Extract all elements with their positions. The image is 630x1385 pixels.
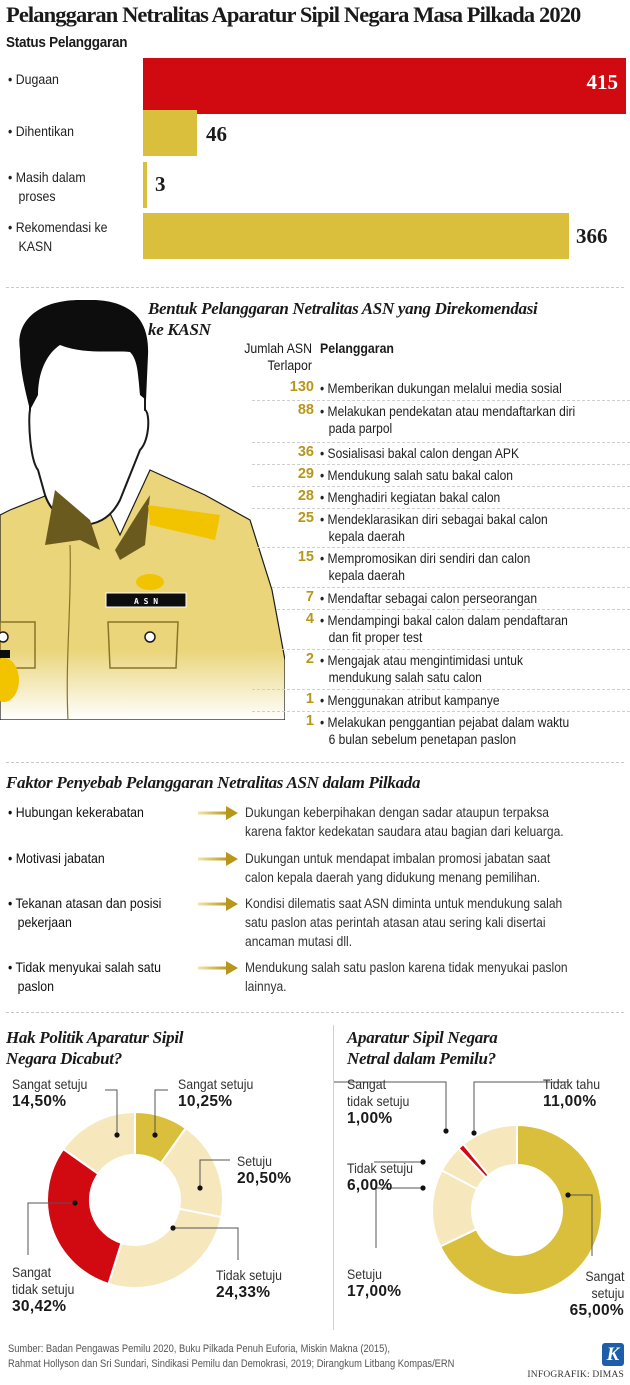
faktor-section-heading: Faktor Penyebab Pelanggaran Netralitas ASN dalam Pilkada xyxy=(6,773,421,792)
factor-desc-line: Mendukung salah satu paslon karena tidak menyukai paslon xyxy=(245,959,568,975)
factor-label-line: • Tidak menyukai salah satu xyxy=(8,959,161,975)
row-line: • Melakukan pendekatan atau mendaftarkan diri xyxy=(320,403,576,419)
row-count: 88 xyxy=(297,402,314,418)
bar-value-rekomendasi-kasn: 366 xyxy=(576,224,608,248)
donut-left-label-br xyxy=(216,1267,291,1302)
arrow-right-icon xyxy=(198,961,238,975)
factor-label-line: • Hubungan kekerabatan xyxy=(8,804,144,820)
donut-label-text: Sangat xyxy=(584,1268,624,1284)
factor-label-line: • Tekanan atasan dan posisi xyxy=(8,895,162,911)
donut-label-text: Tidak setuju xyxy=(216,1267,282,1283)
row-separator xyxy=(252,547,630,548)
donut-label-value: 65,00% xyxy=(569,1302,624,1319)
row-line: • Mendampingi bakal calon dalam pendaftaran xyxy=(320,612,568,628)
row-line: • Menggunakan atribut kampanye xyxy=(320,692,500,708)
row-line: mendukung salah satu calon xyxy=(328,669,482,685)
factor-desc xyxy=(245,803,628,841)
factor-desc-line: Dukungan untuk mendapat imbalan promosi jabatan saat xyxy=(245,850,551,866)
factor-label-line: paslon xyxy=(17,978,54,994)
donut-right-label-setuju xyxy=(347,1266,401,1301)
bar-label-line: • Dihentikan xyxy=(8,123,74,139)
row-line: • Mendaftar sebagai calon perseorangan xyxy=(320,590,538,606)
donut-label-text: Sangat setuju xyxy=(12,1076,88,1092)
row-text xyxy=(320,445,621,462)
factor-label xyxy=(8,849,210,868)
bar-value-masih-dalam-proses: 3 xyxy=(155,172,166,196)
donut-label-value: 14,50% xyxy=(12,1093,67,1110)
row-line: kepala daerah xyxy=(328,528,405,544)
row-count: 28 xyxy=(297,488,314,504)
source-note xyxy=(8,1342,552,1372)
row-separator xyxy=(252,689,630,690)
col-header-pelanggaran: Pelanggaran xyxy=(320,340,394,356)
status-section-heading: Status Pelanggaran xyxy=(6,34,128,51)
donut-label-text: setuju xyxy=(591,1285,624,1301)
donut-label-value: 20,50% xyxy=(237,1170,292,1187)
row-count: 4 xyxy=(305,611,314,627)
bentuk-section-heading xyxy=(148,298,628,340)
factor-desc xyxy=(245,894,628,951)
donut-left-heading xyxy=(6,1027,326,1069)
factor-desc-line: calon kepala daerah yang didukung menang pemilihan. xyxy=(245,869,541,885)
row-count: 29 xyxy=(297,466,314,482)
row-text xyxy=(320,692,621,709)
donut-label-text: tidak setuju xyxy=(12,1281,75,1297)
row-text xyxy=(320,511,621,545)
factor-desc-line: karena faktor kedekatan saudara atau bagian dari keluarga. xyxy=(245,823,564,839)
source-line: Sumber: Badan Pengawas Pemilu 2020, Buku Pilkada Penuh Euforia, Miskin Makna (2015), xyxy=(8,1343,391,1355)
kompas-logo: K xyxy=(602,1343,624,1366)
donut-label-text: Setuju xyxy=(237,1153,272,1169)
row-separator xyxy=(252,400,630,401)
row-count: 7 xyxy=(305,589,314,605)
row-separator xyxy=(252,609,630,610)
row-count: 130 xyxy=(289,379,314,395)
row-separator xyxy=(252,486,630,487)
donut-label-value: 10,25% xyxy=(178,1093,233,1110)
row-line: • Sosialisasi bakal calon dengan APK xyxy=(320,445,519,461)
arrow-right-icon xyxy=(198,897,238,911)
row-count: 2 xyxy=(305,651,314,667)
row-count: 1 xyxy=(305,691,314,707)
arrow-right-icon xyxy=(198,806,238,820)
row-line: • Melakukan penggantian pejabat dalam waktu xyxy=(320,714,570,730)
row-line: • Mendukung salah satu bakal calon xyxy=(320,467,513,483)
factor-desc-line: Kondisi dilematis saat ASN diminta untuk mendukung salah xyxy=(245,895,563,911)
donut-left-label-r xyxy=(237,1153,291,1188)
bar-dugaan xyxy=(143,58,626,114)
heading-line: Aparatur Sipil Negara xyxy=(347,1028,498,1047)
row-count: 36 xyxy=(297,444,314,460)
row-separator xyxy=(252,508,630,509)
page-title: Pelanggaran Netralitas Aparatur Sipil Negara Masa Pilkada 2020 xyxy=(6,2,581,27)
bar-label-line: proses xyxy=(18,188,56,204)
row-text xyxy=(320,489,621,506)
bar-label-line: • Dugaan xyxy=(8,71,59,87)
section-divider xyxy=(6,287,624,288)
row-separator xyxy=(252,711,630,712)
donut-label-value: 30,42% xyxy=(12,1298,67,1315)
row-line: • Mengajak atau mengintimidasi untuk xyxy=(320,652,523,668)
row-line: 6 bulan sebelum penetapan paslon xyxy=(328,731,517,747)
donut-left-label-tl xyxy=(12,1076,98,1111)
donut-left-label-tr xyxy=(178,1076,264,1111)
section-divider xyxy=(6,1012,624,1013)
bar-label-line: • Rekomendasi ke xyxy=(8,219,108,235)
donut-right-label-tidak-setuju xyxy=(347,1160,422,1195)
factor-desc-line: Dukungan keberpihakan dengan sadar ataupun terpaksa xyxy=(245,804,549,820)
row-separator xyxy=(252,649,630,650)
donut-left-label-bl xyxy=(12,1264,83,1316)
factor-label xyxy=(8,894,210,932)
row-count: 1 xyxy=(305,713,314,729)
factor-desc-line: lainnya. xyxy=(245,978,287,994)
donut-label-text: Sangat xyxy=(12,1264,52,1280)
row-text xyxy=(320,714,621,748)
row-line: • Menghadiri kegiatan bakal calon xyxy=(320,489,501,505)
row-line: • Memberikan dukungan melalui media sosial xyxy=(320,380,562,396)
donut-right-label-sangat-tidak-setuju xyxy=(347,1076,418,1128)
arrow-right-icon xyxy=(198,852,238,866)
donut-right-label-tidak-tahu xyxy=(543,1076,608,1111)
row-line: • Mempromosikan diri sendiri dan calon xyxy=(320,550,531,566)
bar-label-rekomendasi-kasn xyxy=(8,218,108,256)
row-text xyxy=(320,380,621,397)
header-line: Terlapor xyxy=(267,357,312,373)
factor-desc xyxy=(245,958,628,996)
row-line: • Mendeklarasikan diri sebagai bakal calon xyxy=(320,511,548,527)
donut-label-value: 17,00% xyxy=(347,1283,402,1300)
factor-desc-line: satu paslon atas perintah atasan atau sering kali disertai xyxy=(245,914,546,930)
bar-label-dugaan xyxy=(8,70,59,89)
row-count: 25 xyxy=(297,510,314,526)
heading-line: ke KASN xyxy=(148,320,211,339)
donut-label-text: tidak setuju xyxy=(347,1093,410,1109)
row-separator xyxy=(252,442,630,443)
donut-right-heading xyxy=(347,1027,627,1069)
row-line: dan fit proper test xyxy=(328,629,423,645)
row-text xyxy=(320,550,621,584)
infographic-credit: INFOGRAFIK: DIMAS xyxy=(527,1370,624,1380)
bar-label-line: • Masih dalam xyxy=(8,169,86,185)
heading-line: Negara Dicabut? xyxy=(6,1049,122,1068)
heading-line: Hak Politik Aparatur Sipil xyxy=(6,1028,184,1047)
donut-label-text: Tidak tahu xyxy=(543,1076,601,1092)
donut-label-text: Sangat xyxy=(347,1076,387,1092)
heading-line: Bentuk Pelanggaran Netralitas ASN yang Direkomendasi xyxy=(148,299,538,318)
donut-label-value: 1,00% xyxy=(347,1110,393,1127)
row-separator xyxy=(252,464,630,465)
factor-desc xyxy=(245,849,628,887)
header-line: Jumlah ASN xyxy=(244,340,312,356)
row-text xyxy=(320,403,621,437)
bar-label-dihentikan xyxy=(8,122,74,141)
donut-label-text: Tidak setuju xyxy=(347,1160,413,1176)
donut-label-value: 11,00% xyxy=(543,1093,597,1110)
bar-rekomendasi-kasn xyxy=(143,213,569,259)
row-count: 15 xyxy=(297,549,314,565)
donut-label-text: Sangat setuju xyxy=(178,1076,254,1092)
donut-label-text: Setuju xyxy=(347,1266,382,1282)
bar-label-line: KASN xyxy=(18,238,53,254)
bar-label-masih-dalam-proses xyxy=(8,168,86,206)
section-divider xyxy=(6,762,624,763)
factor-label xyxy=(8,958,210,996)
row-line: kepala daerah xyxy=(328,567,405,583)
heading-line: Netral dalam Pemilu? xyxy=(347,1049,496,1068)
bar-dihentikan xyxy=(143,110,197,156)
donut-label-value: 24,33% xyxy=(216,1284,271,1301)
row-text xyxy=(320,612,621,646)
row-line: pada parpol xyxy=(328,420,393,436)
row-text xyxy=(320,590,621,607)
factor-label-line: pekerjaan xyxy=(17,914,72,930)
row-text xyxy=(320,467,621,484)
row-separator xyxy=(252,587,630,588)
factor-label-line: • Motivasi jabatan xyxy=(8,850,105,866)
row-text xyxy=(320,652,621,686)
col-header-jumlah xyxy=(238,340,312,374)
bar-value-dugaan: 415 xyxy=(586,70,618,94)
bar-masih-dalam-proses xyxy=(143,162,147,208)
bar-value-dihentikan: 46 xyxy=(206,122,227,146)
donut-label-value: 6,00% xyxy=(347,1177,393,1194)
asn-badge-text: A S N xyxy=(133,597,159,606)
factor-label xyxy=(8,803,210,822)
factor-desc-line: ancaman mutasi dll. xyxy=(245,933,353,949)
donut-right-label-sangat-setuju xyxy=(570,1268,624,1320)
source-line: Rahmat Hollyson dan Sri Sundari, Sindikasi Pemilu dan Demokrasi, 2019; Dirangkum Litbang Kompas/ERN xyxy=(8,1358,455,1370)
